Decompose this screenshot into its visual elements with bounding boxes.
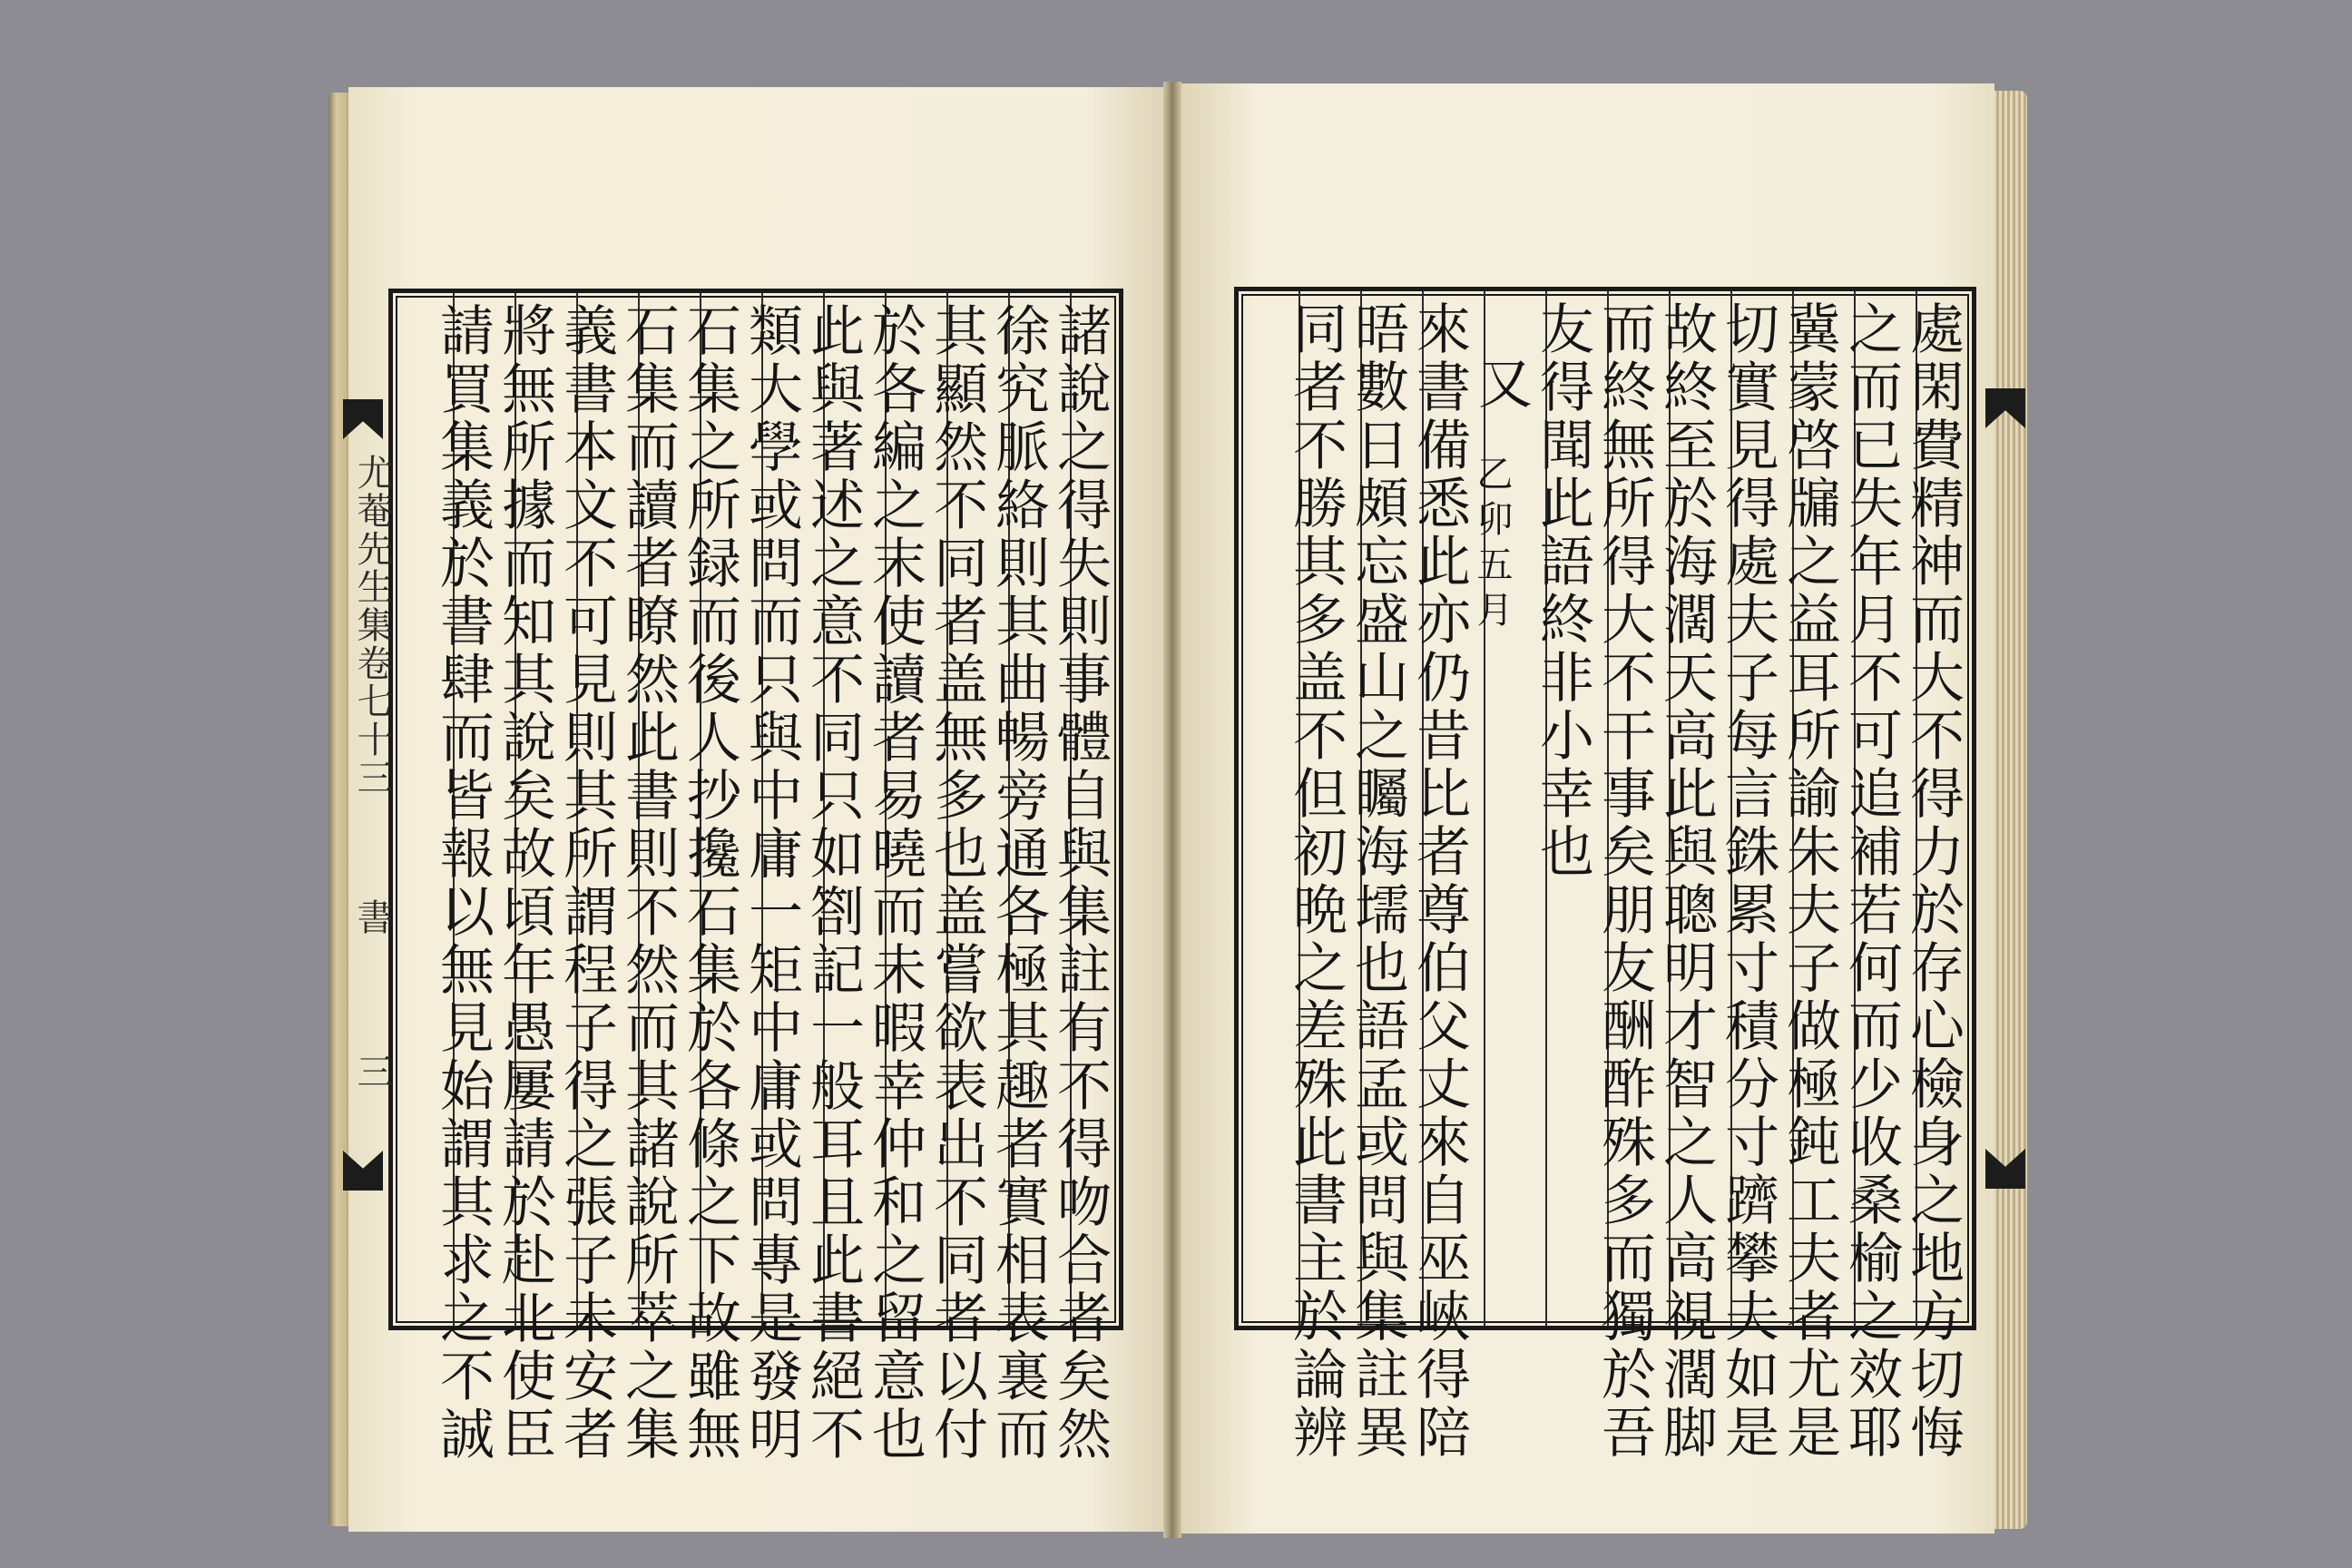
text-column: 請買集義於書肆而皆報以無見始謂其求之不誠 xyxy=(431,302,495,1464)
text-column: 於各編之末使讀者易曉而未暇幸仲和之留意也 xyxy=(863,302,926,1464)
text-column: 義書本文不可見則其所謂程子得之張子未安者 xyxy=(554,302,618,1464)
book-title: 尤菴先生集卷七十三 xyxy=(351,454,393,797)
text-column: 來書備悉此亦仍昔比者尊伯父丈來自巫峽得陪 xyxy=(1407,300,1471,1462)
left-text-frame xyxy=(388,289,1123,1464)
text-column: 處閑費精神而大不得力於存心檢身之地方切悔 xyxy=(1901,300,1965,1462)
text-column: 石集之所録而後人抄攙石集於各條之下故雖無 xyxy=(678,302,741,1464)
section-label: 書 xyxy=(351,898,393,936)
text-column: 將無所據而知其說矣故頃年愚屢請於赴北使臣 xyxy=(493,302,556,1464)
right-text-frame xyxy=(1234,287,1976,1462)
text-column: 冀蒙啓牖之益耳所諭朱夫子做極鈍工夫者尤是 xyxy=(1778,300,1841,1462)
text-column: 諸說之得失則事體自與集註有不得吻合者矣然 xyxy=(1048,302,1112,1464)
text-column: 故終至於海濶天高此與聰明才智之人高視濶脚 xyxy=(1654,300,1718,1462)
text-column: 友得聞此語終非小幸也 xyxy=(1531,300,1594,881)
letter-date: 乙卯五月 xyxy=(1471,455,1513,636)
letter-heading: 又 xyxy=(1469,355,1533,413)
book-gutter xyxy=(1163,82,1181,1538)
text-column: 切實見得處夫子每言銖累寸積分寸躋攀夫如是 xyxy=(1716,300,1779,1462)
text-column: 類大學或問而只與中庸一矩中庸或問專是發明 xyxy=(740,302,803,1464)
text-column: 徐究脈絡則其曲暢旁通各極其趣者實相表裏而 xyxy=(986,302,1050,1464)
text-column: 而終無所得大不干事矣朋友酬酢殊多而獨於吾 xyxy=(1592,300,1656,1462)
text-column: 石集而讀者瞭然此書則不然而其諸說所萃之集 xyxy=(616,302,680,1464)
text-column: 之而已失年月不可追補若何而少收桑榆之效耶 xyxy=(1839,300,1903,1462)
column-rule xyxy=(1484,291,1485,1326)
text-column: 此與著述之意不同只如劄記一般耳且此書絕不 xyxy=(801,302,865,1464)
text-column: 其顯然不同者盖無多也盖嘗欲表出不同者以付 xyxy=(925,302,988,1464)
text-column: 晤數日頗忘盛山之矚海壖也語孟或問與集註異 xyxy=(1346,300,1409,1462)
text-column: 同者不勝其多盖不但初晩之差殊此書主於論辨 xyxy=(1284,300,1348,1462)
page-number: 三 xyxy=(351,1053,393,1091)
